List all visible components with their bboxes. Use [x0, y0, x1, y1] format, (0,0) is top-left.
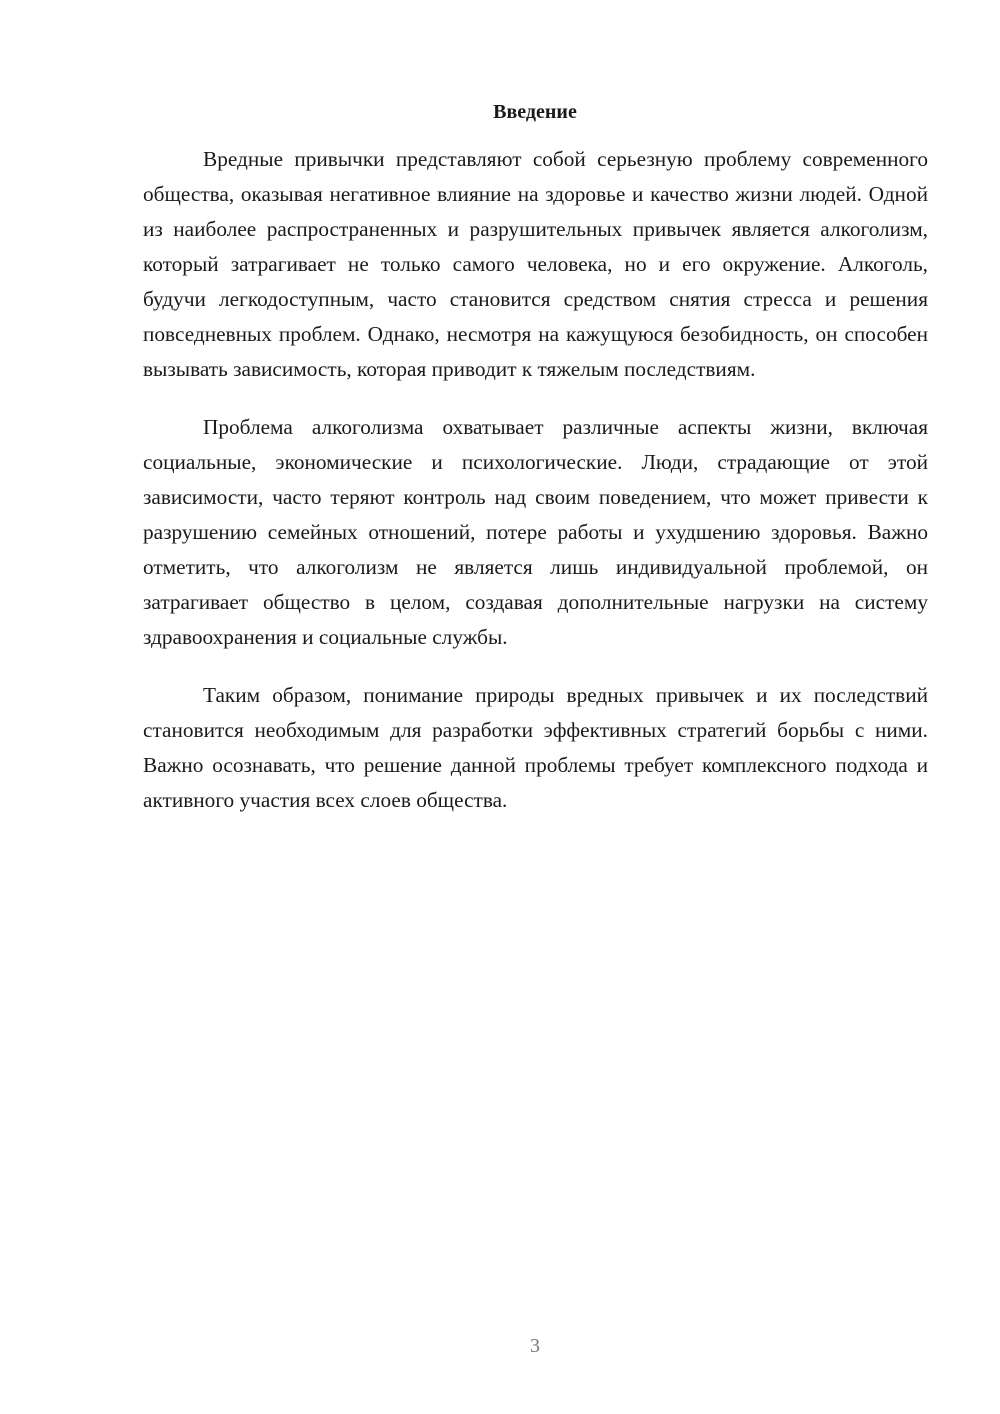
paragraph-1: Вредные привычки представляют собой серьезную проблему современного общества, оказывая негативное влияние на здоровье и качество жизни людей. Одной из наиболее распространенных и разрушительных привычек является алкоголизм, который затрагивает не только самого человека, но и его окружение. Алкоголь, будучи легкодоступным, часто становится средством снятия стресса и решения повседневных проблем. Однако, несмотря на кажущуюся безобидность, он способен вызывать зависимость, которая приводит к тяжелым последствиям. — [143, 147, 928, 381]
section-heading: Введение — [493, 101, 577, 123]
paragraph-3: Таким образом, понимание природы вредных привычек и их последствий становится необходимым для разработки эффективных стратегий борьбы с ними. Важно осознавать, что решение данной проблемы требует комплексного подхода и активного участия всех слоев общества. — [143, 683, 928, 812]
page-number: 3 — [530, 1335, 540, 1357]
paragraph-2: Проблема алкоголизма охватывает различные аспекты жизни, включая социальные, экономические и психологические. Люди, страдающие от этой зависимости, часто теряют контроль над своим поведением, что может привести к разрушению семейных отношений, потере работы и ухудшению здоровья. Важно отметить, что алкоголизм не является лишь индивидуальной проблемой, он затрагивает общество в целом, создавая дополнительные нагрузки на систему здравоохранения и социальные службы. — [143, 415, 928, 649]
document-body — [143, 142, 928, 841]
